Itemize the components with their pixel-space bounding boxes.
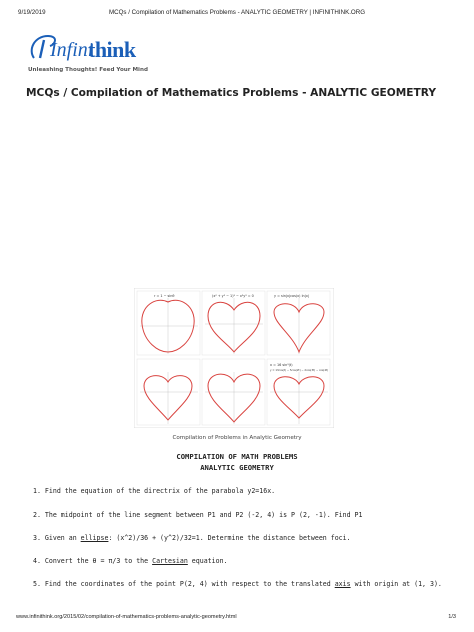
ellipse-link[interactable]: ellipse bbox=[80, 534, 109, 542]
section-heading-line-2: ANALYTIC GEOMETRY bbox=[200, 463, 274, 472]
problem-item-1 bbox=[33, 487, 275, 495]
print-header bbox=[0, 9, 474, 21]
formula-label-4: x = 16 sin³(t) bbox=[270, 363, 293, 367]
logo-brand-text: think bbox=[88, 37, 136, 62]
logo-script-text: Infini bbox=[50, 39, 94, 61]
problem-text-post: : (x^2)/36 + (y^2)/32=1. Determine the distance between foci. bbox=[108, 534, 351, 542]
logo-tagline: Unleashing Thoughts! Feed Your Mind bbox=[28, 67, 148, 73]
print-page-count: 1/3 bbox=[448, 614, 456, 620]
axis-link[interactable]: axis bbox=[334, 580, 351, 588]
heart-curves-image bbox=[134, 288, 334, 428]
problem-item-3 bbox=[33, 534, 351, 542]
formula-label-2: (x² + y² − 1)³ − x²y³ = 0 bbox=[212, 294, 254, 298]
print-date: 9/19/2019 bbox=[18, 9, 46, 16]
article-title: MCQs / Compilation of Mathematics Problems - ANALYTIC GEOMETRY bbox=[26, 87, 437, 99]
formula-label-3: y = sin|x|cos(x) ln|x| bbox=[274, 294, 309, 298]
figure-caption: Compilation of Problems in Analytic Geometry bbox=[172, 435, 302, 441]
heart-curves-figure bbox=[134, 288, 334, 428]
problem-item-5 bbox=[33, 580, 442, 588]
print-page-title: MCQs / Compilation of Mathematics Problems - ANALYTIC GEOMETRY | INFINITHINK.ORG bbox=[108, 9, 366, 16]
problem-text: 1. Find the equation of the directrix of the parabola y2=16x. bbox=[33, 487, 276, 495]
formula-label-1: r = 1 − sinθ bbox=[154, 294, 175, 298]
problem-text-post: with origin at (1, 3). bbox=[350, 580, 442, 588]
site-logo[interactable] bbox=[26, 30, 176, 80]
cartesian-link[interactable]: Cartesian bbox=[152, 557, 188, 565]
section-heading bbox=[0, 451, 474, 473]
problem-text-post: equation. bbox=[187, 557, 228, 565]
problem-item-4 bbox=[33, 557, 228, 565]
section-heading-line-1: COMPILATION OF MATH PROBLEMS bbox=[176, 452, 298, 461]
problem-text-pre: 3. Given an bbox=[33, 534, 81, 542]
problem-text-pre: 5. Find the coordinates of the point P(2, 4) with respect to the translated bbox=[33, 580, 335, 588]
problem-text-pre: 4. Convert the θ = π/3 to the bbox=[33, 557, 153, 565]
print-footer-url: www.infinithink.org/2015/02/compilation-of-mathematics-problems-analytic-geometry.html bbox=[16, 614, 237, 620]
problem-item-2 bbox=[33, 511, 363, 519]
problem-text: 2. The midpoint of the line segment between P1 and P2 (-2, 4) is P (2, -1). Find P1 bbox=[33, 511, 363, 519]
formula-label-5: y = 13cos(t) − 5cos(2t) − 2cos(3t) − cos(4t) bbox=[270, 369, 328, 372]
